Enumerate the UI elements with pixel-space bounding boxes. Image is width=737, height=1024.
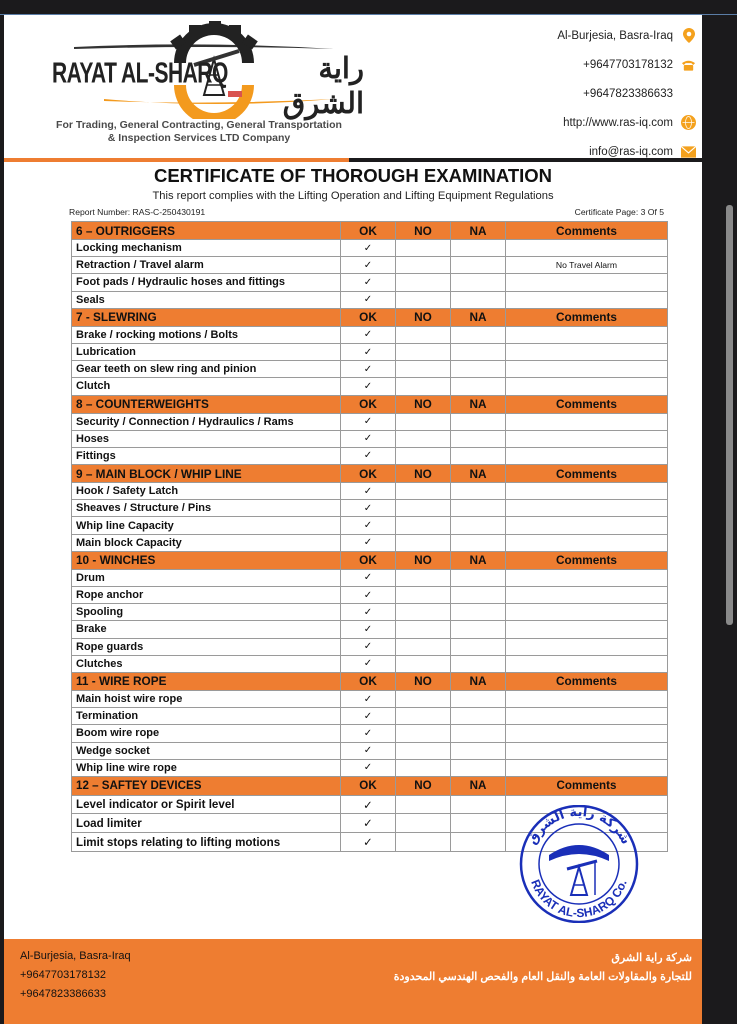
column-header-comments: Comments xyxy=(506,395,668,413)
checklist-item-label: Locking mechanism xyxy=(72,240,341,257)
company-tagline xyxy=(34,119,364,145)
footer-phone-2: +9647823386633 xyxy=(20,988,106,1000)
checklist-row xyxy=(72,638,668,655)
comment-cell[interactable] xyxy=(506,742,668,759)
ok-cell[interactable] xyxy=(341,587,396,604)
ok-cell[interactable] xyxy=(341,430,396,447)
na-cell[interactable] xyxy=(451,569,506,586)
checklist-row xyxy=(72,378,668,395)
check-mark-icon: ✓ xyxy=(363,606,373,618)
checklist-item-label: Brake / rocking motions / Bolts xyxy=(72,326,341,343)
ok-cell[interactable] xyxy=(341,795,396,814)
section-header-row xyxy=(72,222,668,240)
phone-2-text[interactable]: +9647823386633 xyxy=(583,87,673,100)
na-cell[interactable] xyxy=(451,759,506,776)
comment-cell[interactable] xyxy=(506,361,668,378)
checklist-item-label: Spooling xyxy=(72,604,341,621)
no-cell[interactable] xyxy=(396,291,451,308)
checklist-row xyxy=(72,430,668,447)
ok-cell[interactable] xyxy=(341,621,396,638)
check-mark-icon: ✓ xyxy=(363,294,373,306)
ok-cell[interactable] xyxy=(341,655,396,672)
column-header-ok: OK xyxy=(341,672,396,690)
checklist-item-label: Termination xyxy=(72,708,341,725)
checklist-row xyxy=(72,274,668,291)
no-cell[interactable] xyxy=(396,447,451,464)
na-cell[interactable] xyxy=(451,430,506,447)
comment-cell[interactable] xyxy=(506,638,668,655)
ok-cell[interactable] xyxy=(341,534,396,551)
comment-cell[interactable] xyxy=(506,274,668,291)
contact-phone-2 xyxy=(436,79,696,108)
check-mark-icon: ✓ xyxy=(363,537,373,549)
check-mark-icon: ✓ xyxy=(363,762,373,774)
na-cell[interactable] xyxy=(451,604,506,621)
na-cell[interactable] xyxy=(451,240,506,257)
section-header-row xyxy=(72,672,668,690)
column-header-ok: OK xyxy=(341,465,396,483)
comment-cell[interactable] xyxy=(506,759,668,776)
comment-cell[interactable] xyxy=(506,240,668,257)
na-cell[interactable] xyxy=(451,587,506,604)
checklist-row xyxy=(72,587,668,604)
envelope-icon xyxy=(681,144,696,159)
column-header-comments: Comments xyxy=(506,465,668,483)
section-title: 10 - WINCHES xyxy=(72,551,341,569)
comment-cell[interactable] xyxy=(506,725,668,742)
comment-cell[interactable] xyxy=(506,343,668,360)
footer-address: Al-Burjesia, Basra-Iraq xyxy=(20,950,131,962)
checklist-item-label: Main block Capacity xyxy=(72,534,341,551)
checklist-item-label: Hoses xyxy=(72,430,341,447)
checklist-row xyxy=(72,361,668,378)
na-cell[interactable] xyxy=(451,274,506,291)
no-cell[interactable] xyxy=(396,240,451,257)
na-cell[interactable] xyxy=(451,378,506,395)
comment-cell[interactable] xyxy=(506,587,668,604)
page-footer xyxy=(4,939,702,1024)
na-cell[interactable] xyxy=(451,517,506,534)
report-number: Report Number: RAS-C-250430191 xyxy=(69,207,206,217)
tagline-line-1: For Trading, General Contracting, General Transportation xyxy=(56,119,342,131)
column-header-no: NO xyxy=(396,465,451,483)
checklist-item-label: Lubrication xyxy=(72,343,341,360)
check-mark-icon: ✓ xyxy=(363,589,373,601)
column-header-comments: Comments xyxy=(506,672,668,690)
check-mark-icon: ✓ xyxy=(363,623,373,635)
no-cell[interactable] xyxy=(396,621,451,638)
no-cell[interactable] xyxy=(396,413,451,430)
checklist-row xyxy=(72,534,668,551)
checklist-row xyxy=(72,291,668,308)
no-cell[interactable] xyxy=(396,378,451,395)
check-mark-icon: ✓ xyxy=(363,727,373,739)
checklist-item-label: Level indicator or Spirit level xyxy=(72,795,341,814)
na-cell[interactable] xyxy=(451,638,506,655)
check-mark-icon: ✓ xyxy=(363,658,373,670)
na-cell[interactable] xyxy=(451,343,506,360)
address-text: Al-Burjesia, Basra-Iraq xyxy=(557,29,673,42)
na-cell[interactable] xyxy=(451,690,506,707)
document-subtitle: This report complies with the Lifting Operation and Lifting Equipment Regulations xyxy=(152,190,554,202)
footer-arabic-company xyxy=(394,949,692,987)
no-cell[interactable] xyxy=(396,587,451,604)
telephone-icon xyxy=(681,57,696,72)
section-title: 7 - SLEWRING xyxy=(72,308,341,326)
column-header-ok: OK xyxy=(341,551,396,569)
section-header-row xyxy=(72,465,668,483)
no-cell[interactable] xyxy=(396,814,451,833)
checklist-row xyxy=(72,708,668,725)
section-header-row xyxy=(72,308,668,326)
comment-cell[interactable] xyxy=(506,378,668,395)
checklist-item-label: Drum xyxy=(72,569,341,586)
section-header-row xyxy=(72,776,668,795)
checklist-item-label: Retraction / Travel alarm xyxy=(72,257,341,274)
no-cell[interactable] xyxy=(396,795,451,814)
check-mark-icon: ✓ xyxy=(363,329,373,341)
no-cell[interactable] xyxy=(396,361,451,378)
logo-arabic-wordmark: راية الشرق xyxy=(282,53,364,120)
na-cell[interactable] xyxy=(451,500,506,517)
ok-cell[interactable] xyxy=(341,274,396,291)
check-mark-icon: ✓ xyxy=(363,745,373,757)
na-cell[interactable] xyxy=(451,833,506,852)
no-cell[interactable] xyxy=(396,430,451,447)
comment-cell[interactable] xyxy=(506,447,668,464)
section-title: 6 – OUTRIGGERS xyxy=(72,222,341,240)
column-header-na: NA xyxy=(451,465,506,483)
na-cell[interactable] xyxy=(451,534,506,551)
stamp-arabic-text: شركة راية الشرق xyxy=(524,805,634,848)
checklist-row xyxy=(72,621,668,638)
check-mark-icon: ✓ xyxy=(363,346,373,358)
ok-cell[interactable] xyxy=(341,447,396,464)
checklist-item-label: Clutch xyxy=(72,378,341,395)
svg-text:RAYAT AL-SHARQ Co. xyxy=(528,878,629,921)
checklist-row xyxy=(72,725,668,742)
ok-cell[interactable] xyxy=(341,569,396,586)
na-cell[interactable] xyxy=(451,483,506,500)
checklist-item-label: Clutches xyxy=(72,655,341,672)
no-cell[interactable] xyxy=(396,569,451,586)
no-cell[interactable] xyxy=(396,708,451,725)
section-title: 9 – MAIN BLOCK / WHIP LINE xyxy=(72,465,341,483)
section-title: 11 - WIRE ROPE xyxy=(72,672,341,690)
ok-cell[interactable] xyxy=(341,833,396,852)
column-header-no: NO xyxy=(396,222,451,240)
column-header-comments: Comments xyxy=(506,222,668,240)
contact-website xyxy=(436,108,696,137)
document-title: CERTIFICATE OF THOROUGH EXAMINATION xyxy=(153,165,553,186)
ok-cell[interactable] xyxy=(341,759,396,776)
check-mark-icon: ✓ xyxy=(363,520,373,532)
header-divider-accent xyxy=(4,158,349,162)
check-mark-icon: ✓ xyxy=(363,433,373,445)
footer-contact xyxy=(20,947,131,1004)
check-mark-icon: ✓ xyxy=(363,798,373,812)
no-cell[interactable] xyxy=(396,604,451,621)
stamp-english-text: RAYAT AL-SHARQ Co. xyxy=(528,877,630,921)
section-header-row xyxy=(72,395,668,413)
comment-cell[interactable] xyxy=(506,621,668,638)
check-mark-icon: ✓ xyxy=(363,380,373,392)
na-cell[interactable] xyxy=(451,708,506,725)
checklist-row xyxy=(72,569,668,586)
checklist-row xyxy=(72,343,668,360)
ok-cell[interactable] xyxy=(341,361,396,378)
checklist-row xyxy=(72,742,668,759)
checklist-item-label: Gear teeth on slew ring and pinion xyxy=(72,361,341,378)
comment-cell[interactable] xyxy=(506,326,668,343)
column-header-ok: OK xyxy=(341,776,396,795)
checklist-item-label: Security / Connection / Hydraulics / Rams xyxy=(72,413,341,430)
comment-cell[interactable] xyxy=(506,690,668,707)
checklist-item-label: Rope anchor xyxy=(72,587,341,604)
comment-cell[interactable] xyxy=(506,430,668,447)
certificate-page: Certificate Page: 3 Of 5 xyxy=(574,207,664,217)
check-mark-icon: ✓ xyxy=(363,817,373,831)
column-header-no: NO xyxy=(396,308,451,326)
company-logo xyxy=(44,19,364,119)
checklist-row xyxy=(72,483,668,500)
tagline-line-2: & Inspection Services LTD Company xyxy=(107,132,291,144)
check-mark-icon: ✓ xyxy=(363,259,373,271)
check-mark-icon: ✓ xyxy=(363,710,373,722)
svg-text:شركة راية الشرق xyxy=(525,805,633,847)
checklist-item-label: Brake xyxy=(72,621,341,638)
na-cell[interactable] xyxy=(451,621,506,638)
column-header-comments: Comments xyxy=(506,776,668,795)
section-header-row xyxy=(72,551,668,569)
ok-cell[interactable] xyxy=(341,708,396,725)
comment-cell[interactable] xyxy=(506,655,668,672)
checklist-item-label: Sheaves / Structure / Pins xyxy=(72,500,341,517)
ok-cell[interactable] xyxy=(341,240,396,257)
checklist-item-label: Hook / Safety Latch xyxy=(72,483,341,500)
no-cell[interactable] xyxy=(396,500,451,517)
column-header-no: NO xyxy=(396,776,451,795)
footer-arabic-name: شركة راية الشرق xyxy=(611,952,692,964)
column-header-na: NA xyxy=(451,776,506,795)
checklist-row xyxy=(72,500,668,517)
ok-cell[interactable] xyxy=(341,413,396,430)
check-mark-icon: ✓ xyxy=(363,276,373,288)
no-cell[interactable] xyxy=(396,257,451,274)
no-cell[interactable] xyxy=(396,534,451,551)
no-cell[interactable] xyxy=(396,483,451,500)
no-cell[interactable] xyxy=(396,759,451,776)
contact-phone-1 xyxy=(436,50,696,79)
na-cell[interactable] xyxy=(451,814,506,833)
phone-1-text[interactable]: +9647703178132 xyxy=(583,58,673,71)
check-mark-icon: ✓ xyxy=(363,416,373,428)
check-mark-icon: ✓ xyxy=(363,572,373,584)
check-mark-icon: ✓ xyxy=(363,485,373,497)
na-cell[interactable] xyxy=(451,257,506,274)
checklist-item-label: Boom wire rope xyxy=(72,725,341,742)
window-top-bar xyxy=(0,0,737,15)
website-link[interactable]: http://www.ras-iq.com xyxy=(563,116,673,129)
comment-cell[interactable] xyxy=(506,604,668,621)
section-title: 8 – COUNTERWEIGHTS xyxy=(72,395,341,413)
column-header-na: NA xyxy=(451,551,506,569)
check-mark-icon: ✓ xyxy=(363,242,373,254)
company-stamp xyxy=(515,805,643,923)
comment-cell[interactable] xyxy=(506,483,668,500)
na-cell[interactable] xyxy=(451,742,506,759)
no-cell[interactable] xyxy=(396,638,451,655)
na-cell[interactable] xyxy=(451,725,506,742)
ok-cell[interactable] xyxy=(341,257,396,274)
na-cell[interactable] xyxy=(451,361,506,378)
comment-cell[interactable] xyxy=(506,708,668,725)
check-mark-icon: ✓ xyxy=(363,836,373,850)
checklist-row xyxy=(72,655,668,672)
column-header-comments: Comments xyxy=(506,308,668,326)
column-header-no: NO xyxy=(396,672,451,690)
checklist-item-label: Foot pads / Hydraulic hoses and fittings xyxy=(72,274,341,291)
column-header-no: NO xyxy=(396,551,451,569)
checklist-row xyxy=(72,447,668,464)
checklist-item-label: Wedge socket xyxy=(72,742,341,759)
ok-cell[interactable] xyxy=(341,742,396,759)
na-cell[interactable] xyxy=(451,795,506,814)
examination-checklist-table xyxy=(71,221,668,852)
email-link[interactable]: info@ras-iq.com xyxy=(589,145,673,158)
ok-cell[interactable] xyxy=(341,326,396,343)
checklist-item-label: Fittings xyxy=(72,447,341,464)
na-cell[interactable] xyxy=(451,326,506,343)
comment-cell[interactable] xyxy=(506,569,668,586)
column-header-ok: OK xyxy=(341,222,396,240)
checklist-item-label: Seals xyxy=(72,291,341,308)
ok-cell[interactable] xyxy=(341,500,396,517)
column-header-comments: Comments xyxy=(506,551,668,569)
column-header-na: NA xyxy=(451,308,506,326)
checklist-row xyxy=(72,517,668,534)
column-header-ok: OK xyxy=(341,395,396,413)
no-cell[interactable] xyxy=(396,655,451,672)
checklist-row xyxy=(72,240,668,257)
comment-cell[interactable]: No Travel Alarm xyxy=(506,257,668,274)
document-page xyxy=(4,15,702,1024)
column-header-ok: OK xyxy=(341,308,396,326)
globe-icon xyxy=(681,115,696,130)
column-header-na: NA xyxy=(451,222,506,240)
location-pin-icon xyxy=(681,28,696,43)
ok-cell[interactable] xyxy=(341,343,396,360)
column-header-na: NA xyxy=(451,395,506,413)
check-mark-icon: ✓ xyxy=(363,693,373,705)
no-cell[interactable] xyxy=(396,343,451,360)
no-cell[interactable] xyxy=(396,742,451,759)
checklist-item-label: Limit stops relating to lifting motions xyxy=(72,833,341,852)
no-cell[interactable] xyxy=(396,274,451,291)
ok-cell[interactable] xyxy=(341,378,396,395)
footer-phone-1: +9647703178132 xyxy=(20,969,106,981)
footer-arabic-description: للتجارة والمقاولات العامة والنقل العام والفحص الهندسي المحدودة xyxy=(393,971,692,983)
contact-info xyxy=(436,21,696,166)
na-cell[interactable] xyxy=(451,291,506,308)
scrollbar-thumb[interactable] xyxy=(726,205,733,625)
ok-cell[interactable] xyxy=(341,725,396,742)
checklist-row xyxy=(72,326,668,343)
checklist-item-label: Whip line wire rope xyxy=(72,759,341,776)
ok-cell[interactable] xyxy=(341,690,396,707)
column-header-no: NO xyxy=(396,395,451,413)
column-header-na: NA xyxy=(451,672,506,690)
check-mark-icon: ✓ xyxy=(363,502,373,514)
comment-cell[interactable] xyxy=(506,534,668,551)
na-cell[interactable] xyxy=(451,447,506,464)
na-cell[interactable] xyxy=(451,655,506,672)
checklist-row xyxy=(72,413,668,430)
check-mark-icon: ✓ xyxy=(363,450,373,462)
comment-cell[interactable] xyxy=(506,291,668,308)
comment-cell[interactable] xyxy=(506,500,668,517)
section-title: 12 – SAFTEY DEVICES xyxy=(72,776,341,795)
checklist-row xyxy=(72,690,668,707)
no-cell[interactable] xyxy=(396,833,451,852)
ok-cell[interactable] xyxy=(341,291,396,308)
ok-cell[interactable] xyxy=(341,814,396,833)
ok-cell[interactable] xyxy=(341,517,396,534)
ok-cell[interactable] xyxy=(341,604,396,621)
no-cell[interactable] xyxy=(396,725,451,742)
checklist-item-label: Load limiter xyxy=(72,814,341,833)
ok-cell[interactable] xyxy=(341,483,396,500)
no-cell[interactable] xyxy=(396,690,451,707)
checklist-row xyxy=(72,759,668,776)
contact-address xyxy=(436,21,696,50)
na-cell[interactable] xyxy=(451,413,506,430)
ok-cell[interactable] xyxy=(341,638,396,655)
comment-cell[interactable] xyxy=(506,413,668,430)
logo-wordmark: RAYAT AL-SHARQ xyxy=(52,58,228,90)
checklist-row xyxy=(72,604,668,621)
check-mark-icon: ✓ xyxy=(363,363,373,375)
check-mark-icon: ✓ xyxy=(363,641,373,653)
checklist-item-label: Main hoist wire rope xyxy=(72,690,341,707)
no-cell[interactable] xyxy=(396,517,451,534)
no-cell[interactable] xyxy=(396,326,451,343)
comment-cell[interactable] xyxy=(506,517,668,534)
checklist-item-label: Rope guards xyxy=(72,638,341,655)
checklist-item-label: Whip line Capacity xyxy=(72,517,341,534)
checklist-row xyxy=(72,257,668,274)
